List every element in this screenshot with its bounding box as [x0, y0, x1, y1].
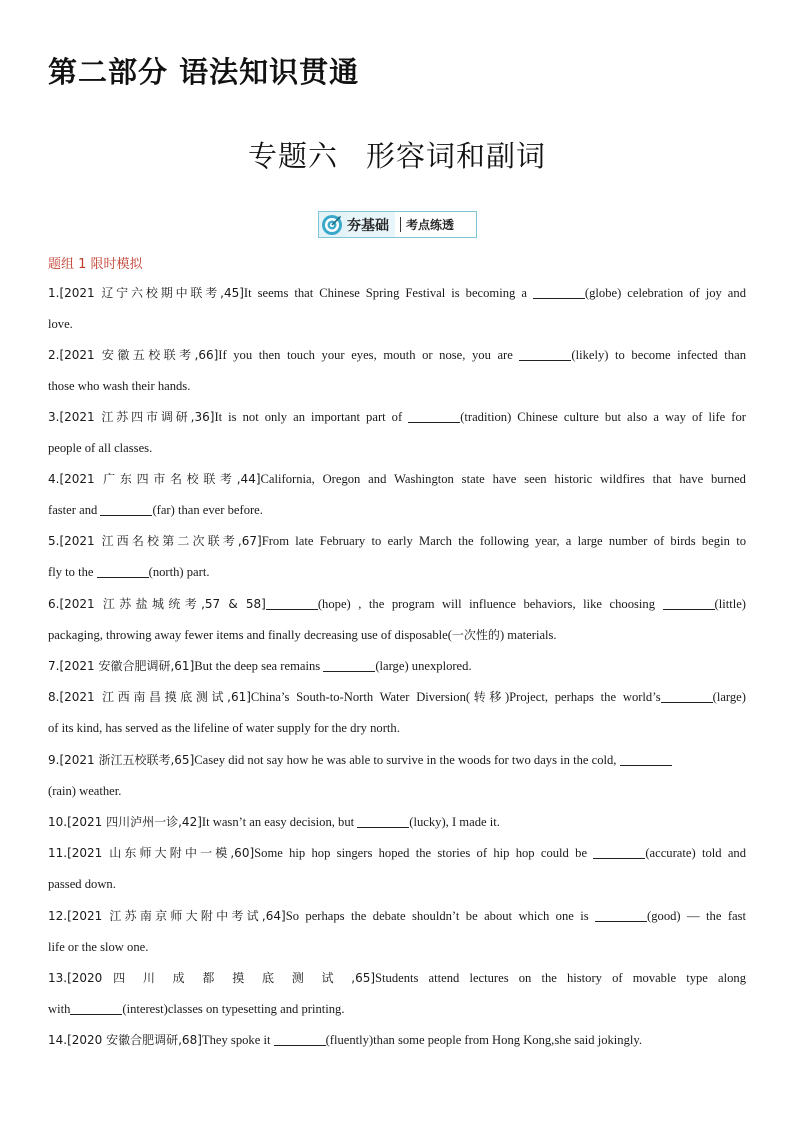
question-text: those who wash their hands. [48, 379, 191, 393]
question-text: packaging, throwing away fewer items and finally decreasing use of disposable( [48, 628, 452, 642]
badge-main-label: 夯基础 [347, 212, 395, 237]
question-text: of its kind, has served as the lifeline of water supply for the dry north. [48, 721, 400, 735]
answer-blank[interactable] [533, 285, 585, 299]
question-13 [48, 963, 746, 1025]
question-source: 7.[2021 安徽合肥调研,61] [48, 659, 195, 673]
target-icon [321, 214, 343, 236]
question-5 [48, 526, 746, 588]
question-source: 6.[2021 江苏盐城统考,57 & 58] [48, 597, 266, 611]
answer-blank[interactable] [100, 502, 152, 516]
question-text: (accurate) told and [645, 846, 746, 860]
question-source: 13.[2020 四 川 成 都 摸 底 测 试 ,65] [48, 971, 376, 985]
question-text: people of all classes. [48, 441, 153, 455]
answer-blank[interactable] [595, 908, 647, 922]
question-11 [48, 838, 746, 900]
question-4 [48, 464, 746, 526]
answer-blank[interactable] [408, 409, 460, 423]
question-text: (large) [712, 690, 746, 704]
question-text: love. [48, 317, 73, 331]
question-text: If you then touch your eyes, mouth or nose, you are [218, 348, 520, 362]
answer-blank[interactable] [357, 814, 409, 828]
question-text: (north) part. [148, 565, 210, 579]
question-source: 3.[2021 江苏四市调研,36] [48, 410, 215, 424]
question-source: 14.[2020 安徽合肥调研,68] [48, 1033, 202, 1047]
question-10 [48, 807, 746, 838]
question-text: (large) unexplored. [375, 659, 472, 673]
question-text: But the deep sea remains [194, 659, 324, 673]
question-12 [48, 901, 746, 963]
question-text: (rain) weather. [48, 784, 122, 798]
question-text: (fluently)than some people from Hong Kong,she said jokingly. [325, 1033, 643, 1047]
question-text: life or the slow one. [48, 940, 149, 954]
question-text: China’s South-to-North Water Diversion( [250, 690, 471, 704]
question-6 [48, 589, 746, 651]
question-text: They spoke it [201, 1033, 274, 1047]
question-text: It seems that Chinese Spring Festival is becoming a [243, 286, 533, 300]
question-text: Students attend lectures on the history of movable type along [375, 971, 746, 985]
group-title: 题组 1 限时模拟 [48, 257, 143, 272]
question-text: (tradition) Chinese culture but also a way of life for [460, 410, 746, 424]
question-text: So perhaps the debate shouldn’t be about which one is [285, 909, 596, 923]
badge-separator [400, 217, 401, 232]
question-text: passed down. [48, 877, 116, 891]
question-text: )Project, perhaps the world’s [504, 690, 661, 704]
part-title: 第二部分 语法知识贯通 [48, 55, 360, 89]
question-source: 1.[2021 辽宁六校期中联考,45] [48, 286, 244, 300]
chinese-gloss: 转移 [470, 690, 505, 704]
question-source: 4.[2021 广东四市名校联考,44] [48, 472, 261, 486]
question-3 [48, 402, 746, 464]
question-text: (hope) , the program will influence behaviors, like choosing [317, 597, 663, 611]
answer-blank[interactable] [266, 596, 318, 610]
question-source: 8.[2021 江西南昌摸底测试,61] [48, 690, 251, 704]
badge-sub-label: 考点练透 [406, 218, 455, 232]
answer-blank[interactable] [274, 1032, 326, 1046]
answer-blank[interactable] [620, 752, 672, 766]
question-text: (little) [714, 597, 746, 611]
question-9 [48, 745, 746, 807]
question-text: Casey did not say how he was able to survive in the woods for two days in the cold, [194, 753, 620, 767]
question-1 [48, 278, 746, 340]
question-source: 12.[2021 江苏南京师大附中考试,64] [48, 909, 286, 923]
question-text: (lucky), I made it. [409, 815, 500, 829]
topic-number: 专题六 [247, 139, 338, 173]
question-source: 2.[2021 安徽五校联考,66] [48, 348, 219, 362]
question-source: 10.[2021 四川泸州一诊,42] [48, 815, 202, 829]
question-source: 9.[2021 浙江五校联考,65] [48, 753, 195, 767]
question-text: (interest)classes on typesetting and printing. [122, 1002, 345, 1016]
question-text: (likely) to become infected than [571, 348, 746, 362]
question-text: (globe) celebration of joy and [584, 286, 746, 300]
question-14 [48, 1025, 746, 1056]
question-7 [48, 651, 746, 682]
topic-title [0, 134, 794, 175]
answer-blank[interactable] [593, 845, 645, 859]
topic-name: 形容词和副词 [366, 139, 547, 173]
question-source: 11.[2021 山东师大附中一模,60] [48, 846, 255, 860]
question-text: It is not only an important part of [214, 410, 409, 424]
answer-blank[interactable] [663, 596, 715, 610]
question-text: It wasn’t an easy decision, but [201, 815, 358, 829]
question-text: (far) than ever before. [152, 503, 263, 517]
chinese-gloss: 一次性的 [451, 628, 500, 642]
answer-blank[interactable] [97, 564, 149, 578]
question-text: Some hip hop singers hoped the stories of hip hop could be [254, 846, 594, 860]
question-2 [48, 340, 746, 402]
question-text: California, Oregon and Washington state have seen historic wildfires that have burned [260, 472, 746, 486]
question-source: 5.[2021 江西名校第二次联考,67] [48, 534, 262, 548]
question-text: fly to the [48, 565, 97, 579]
question-text: faster and [48, 503, 101, 517]
question-text: (good) — the fast [647, 909, 746, 923]
question-text: with [48, 1002, 71, 1016]
question-text: ) materials. [499, 628, 557, 642]
answer-blank[interactable] [519, 347, 571, 361]
section-badge [318, 211, 477, 238]
question-text: From late February to early March the following year, a large number of birds begin to [261, 534, 746, 548]
answer-blank[interactable] [323, 658, 375, 672]
answer-blank[interactable] [70, 1001, 122, 1015]
question-8 [48, 682, 746, 744]
answer-blank[interactable] [661, 689, 713, 703]
